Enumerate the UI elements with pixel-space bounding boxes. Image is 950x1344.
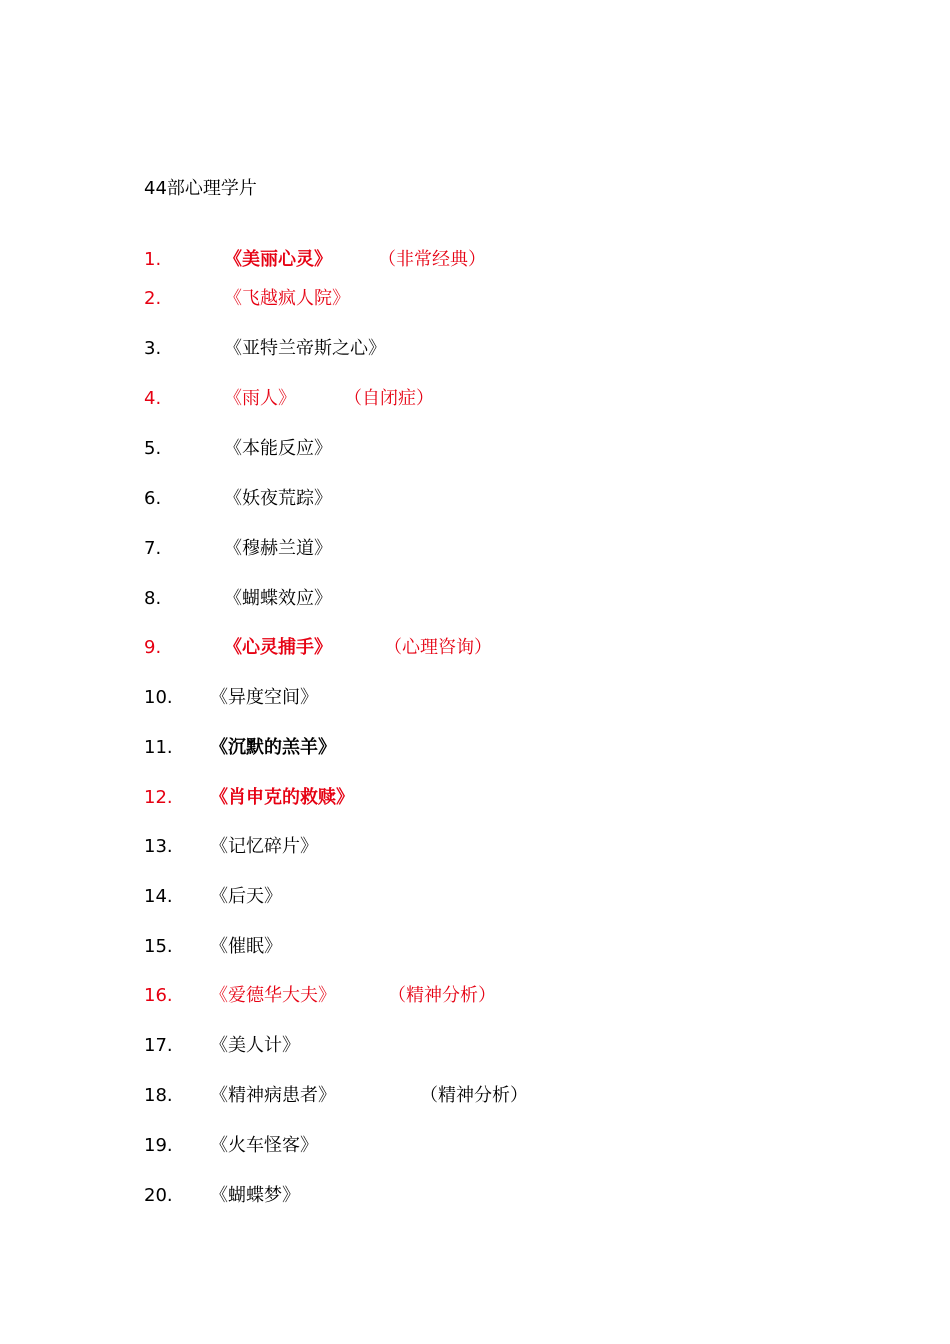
film-title: 《后天》 — [210, 886, 282, 907]
list-item-number: 7. — [144, 538, 162, 559]
film-title: 《蝴蝶梦》 — [210, 1185, 300, 1206]
list-item-number: 5. — [144, 438, 162, 459]
film-note: （心理咨询） — [384, 637, 492, 658]
film-title: 《催眠》 — [210, 936, 282, 957]
film-title: 《爱德华大夫》 — [210, 985, 336, 1006]
page-title-text: 部心理学片 — [166, 178, 257, 199]
list-item-number: 19. — [144, 1135, 173, 1156]
list-item-number: 8. — [144, 588, 162, 609]
film-title: 《美人计》 — [210, 1035, 300, 1056]
list-item-number: 10. — [144, 687, 173, 708]
list-item-number: 3. — [144, 338, 162, 359]
film-title: 《记忆碎片》 — [210, 836, 318, 857]
film-title: 《精神病患者》 — [210, 1085, 336, 1106]
film-title: 《雨人》 — [224, 388, 296, 409]
film-title: 《本能反应》 — [224, 438, 332, 459]
list-item-number: 2. — [144, 288, 162, 309]
film-note: （自闭症） — [344, 388, 434, 409]
list-item-number: 6. — [144, 488, 162, 509]
film-note: （精神分析） — [420, 1085, 528, 1106]
film-title: 《沉默的羔羊》 — [210, 737, 336, 758]
film-title: 《亚特兰帝斯之心》 — [224, 338, 386, 359]
film-title: 《心灵捕手》 — [224, 637, 332, 658]
film-title: 《穆赫兰道》 — [224, 538, 332, 559]
film-title: 《蝴蝶效应》 — [224, 588, 332, 609]
film-title: 《火车怪客》 — [210, 1135, 318, 1156]
list-item-number: 15. — [144, 936, 173, 957]
list-item-number: 17. — [144, 1035, 173, 1056]
film-title: 《肖申克的救赎》 — [210, 787, 354, 808]
list-item-number: 16. — [144, 985, 173, 1006]
list-item-number: 11. — [144, 737, 173, 758]
list-item-number: 1. — [144, 249, 162, 270]
film-title: 《飞越疯人院》 — [224, 288, 350, 309]
page-title — [144, 174, 257, 200]
list-item-number: 18. — [144, 1085, 173, 1106]
film-note: （精神分析） — [388, 985, 496, 1006]
list-item-number: 4. — [144, 388, 162, 409]
film-title: 《异度空间》 — [210, 687, 318, 708]
list-item-number: 14. — [144, 886, 173, 907]
film-note: （非常经典） — [378, 249, 486, 270]
page-title-number: 44 — [144, 178, 167, 199]
list-item-number: 13. — [144, 836, 173, 857]
list-item-number: 12. — [144, 787, 173, 808]
list-item-number: 20. — [144, 1185, 173, 1206]
film-title: 《美丽心灵》 — [224, 249, 332, 270]
list-item-number: 9. — [144, 637, 162, 658]
film-title: 《妖夜荒踪》 — [224, 488, 332, 509]
